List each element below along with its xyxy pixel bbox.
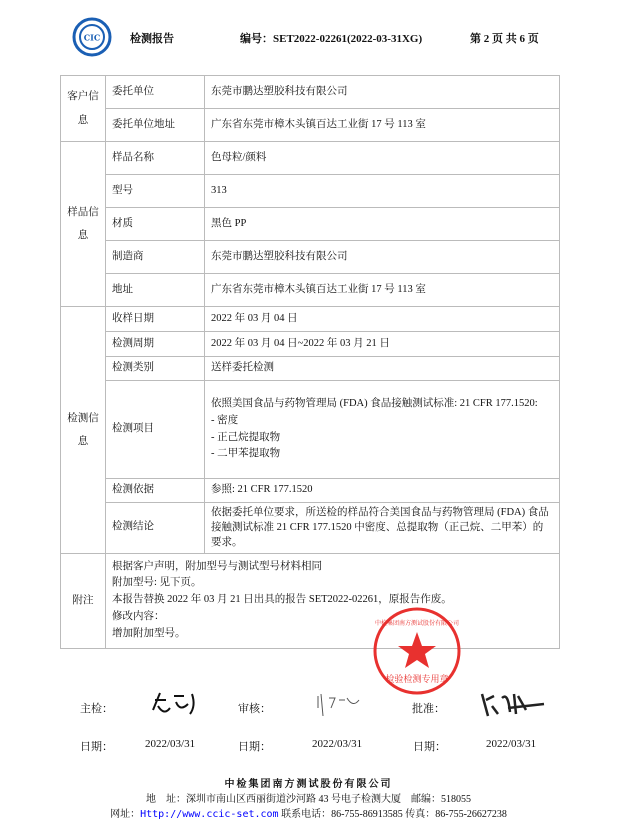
field-label: 收样日期 <box>106 307 205 332</box>
approver-date: 2022/03/31 <box>486 738 537 750</box>
web-label: 网址： <box>110 809 141 820</box>
field-label: 检测项目 <box>106 381 205 479</box>
field-value: 广东省东莞市樟木头镇百达工业街 17 号 113 室 <box>205 274 560 307</box>
field-value: 黑色 PP <box>205 208 560 241</box>
note-line: 附加型号: 见下页。 <box>112 577 202 589</box>
reviewer-signature <box>315 688 365 718</box>
group-test: 检测信息 <box>61 307 106 554</box>
field-value: 东莞市鹏达塑胶科技有限公司 <box>205 76 560 109</box>
field-value: 313 <box>205 175 560 208</box>
note-line: 本报告替换 2022 年 03 月 21 日出具的报告 SET2022-02261，原报告作废。 <box>112 594 452 606</box>
field-label: 检测结论 <box>106 503 205 554</box>
field-label: 地址 <box>106 274 205 307</box>
notes <box>106 553 560 648</box>
seal-subtext: 检验检测专用章 <box>385 674 449 684</box>
field-label: 制造商 <box>106 241 205 274</box>
date-label: 日期： <box>413 741 446 753</box>
footer-contact <box>0 805 617 820</box>
inspector-date: 2022/03/31 <box>145 738 196 750</box>
field-value: 2022 年 03 月 04 日~2022 年 03 月 21 日 <box>205 332 560 357</box>
group-client: 客户信息 <box>61 76 106 142</box>
report-table <box>60 75 560 649</box>
note-line: 根据客户声明，附加型号与测试型号材料相同 <box>112 560 322 572</box>
field-label: 委托单位地址 <box>106 109 205 142</box>
note-line: 增加附加型号。 <box>112 627 186 639</box>
field-value: 2022 年 03 月 04 日 <box>205 307 560 332</box>
item-line: - 密度 <box>211 414 239 426</box>
field-value: 参照: 21 CFR 177.1520 <box>205 479 560 503</box>
field-value: 色母粒/颜料 <box>205 142 560 175</box>
field-label: 型号 <box>106 175 205 208</box>
footer-company: 中检集团南方测试股份有限公司 <box>224 779 393 790</box>
page-number: 第 2 页 共 6 页 <box>470 33 539 45</box>
test-items <box>205 381 560 479</box>
approver-signature <box>478 686 548 722</box>
reviewer-label: 审核： <box>238 703 271 715</box>
field-label: 委托单位 <box>106 76 205 109</box>
item-line: - 二甲苯提取物 <box>211 448 281 460</box>
cic-logo-icon <box>72 17 112 57</box>
item-line: 依照美国食品与药物管理局 (FDA) 食品接触测试标准: 21 CFR 177.1520: <box>211 397 538 409</box>
official-seal <box>372 606 462 696</box>
date-label: 日期： <box>238 741 271 753</box>
field-value: 依据委托单位要求，所送检的样品符合美国食品与药物管理局 (FDA) 食品接触测试标准 21 CFR 177.1520 中密度、总提取物（正己烷、二甲苯）的要求。 <box>205 503 560 554</box>
star-icon <box>398 632 436 668</box>
field-label: 材质 <box>106 208 205 241</box>
field-label: 检测依据 <box>106 479 205 503</box>
approver-label: 批准： <box>412 703 445 715</box>
group-note: 附注 <box>61 553 106 648</box>
field-label: 样品名称 <box>106 142 205 175</box>
website-link[interactable]: Http://www.ccic-set.com <box>140 809 279 820</box>
group-sample: 样品信息 <box>61 142 106 307</box>
field-value: 广东省东莞市樟木头镇百达工业街 17 号 113 室 <box>205 109 560 142</box>
footer-address: 地 址：深圳市南山区西丽街道沙河路 43 号电子检测大厦 邮编：518055 <box>146 794 471 805</box>
inspector-label: 主检： <box>80 703 113 715</box>
phone-fax: 联系电话：86-755-86913585 传真：86-755-26627238 <box>278 809 507 820</box>
doc-title: 检测报告 <box>130 33 174 45</box>
note-line: 修改内容： <box>112 611 165 623</box>
report-number: 编号：SET2022-02261(2022-03-31XG) <box>240 33 423 45</box>
date-label: 日期： <box>80 741 113 753</box>
field-value: 东莞市鹏达塑胶科技有限公司 <box>205 241 560 274</box>
svg-text:CIC: CIC <box>83 32 101 43</box>
inspector-signature <box>150 688 200 718</box>
reviewer-date: 2022/03/31 <box>312 738 363 750</box>
field-value: 送样委托检测 <box>205 357 560 381</box>
seal-text: 中检集团南方测试股份有限公司 <box>374 621 460 627</box>
field-label: 检测类别 <box>106 357 205 381</box>
item-line: - 正己烷提取物 <box>211 431 281 443</box>
field-label: 检测周期 <box>106 332 205 357</box>
